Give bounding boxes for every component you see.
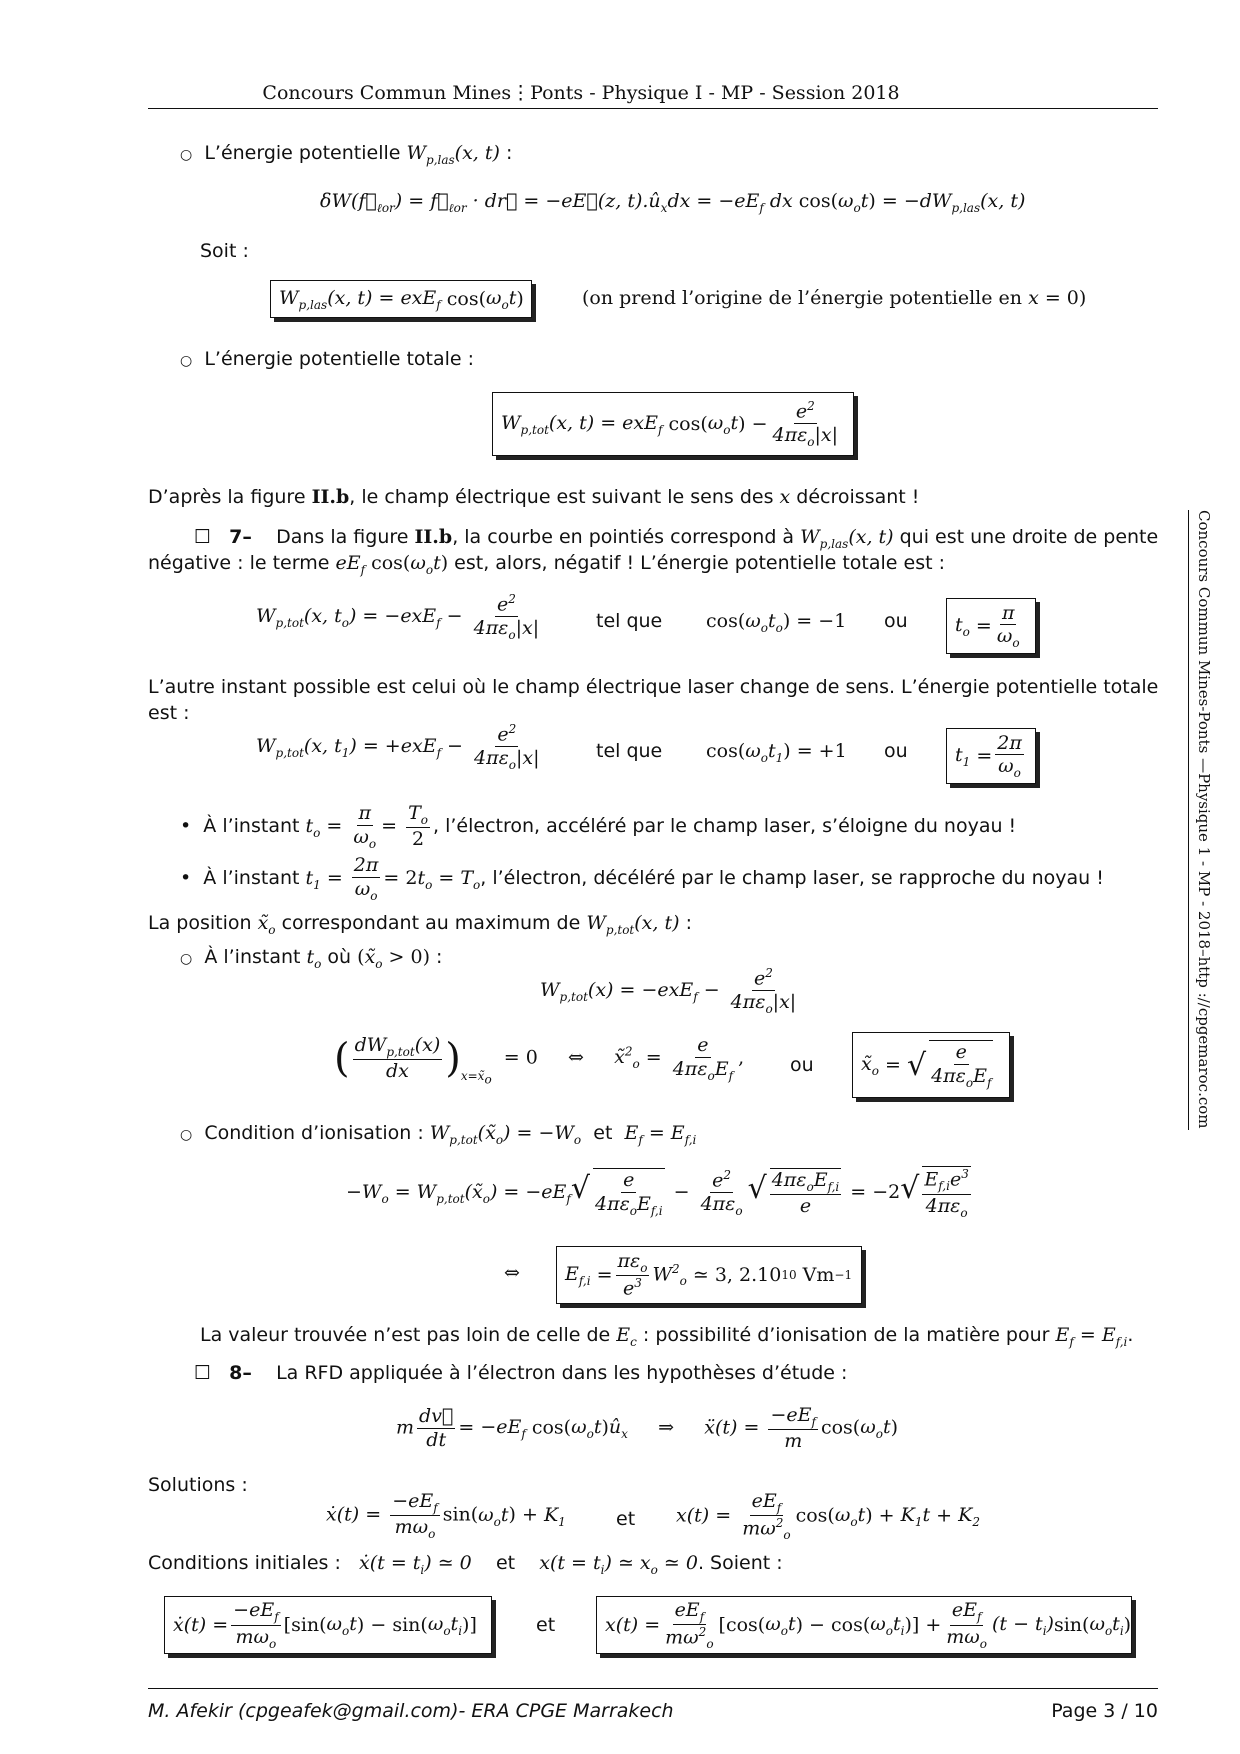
- et-1: et: [616, 1508, 636, 1530]
- ep-laser-result: $W_{p,las}(x$, t) = exE$_f$ cos( $\omega_ot$ ): [270, 280, 532, 318]
- ionisation-condition: ○ Condition d’ionisation : $W_{p,tot}(x̃_o) = -W_o$ et $E_f = E_{f,i}$: [180, 1122, 697, 1147]
- bullet-t1: • À l’instant $t_1$ = $\frac{2\pi}{\omega_o}$ = $2t_o = T_o$, l’électron, décéléré par le champ laser, se rapproche du noyau !: [180, 854, 1104, 903]
- bullet-to: • À l’instant $t_o$ = $\frac{\pi}{\omega_o}$ = $\frac{T_o}{2}$ , l’électron, accéléré par le champ laser, s’éloigne du noyau !: [180, 802, 1017, 851]
- ep-laser-item: ○ L’énergie potentielle $W_{p,las}(x$, t) :: [180, 142, 513, 167]
- ou-2: ou: [884, 740, 908, 762]
- question-8: ☐ 8– La RFD appliquée à l’électron dans les hypothèses d’étude :: [194, 1362, 848, 1384]
- rfd-equation: m $\frac{dv⃗}{dt}$ = $-eE_f$ $\cos(\omega_ot)û_x$ ⇒ ẍ(t) = $\frac{-eE_f}{m}$ $\cos(\omega_ot)$: [396, 1404, 898, 1453]
- ef-result: $E_{f,i}$ = $\frac{\pi\varepsilon_o}{e^3}$ $W^2_o$ ≃ 3, 2.10 10 Vm −1: [556, 1246, 862, 1304]
- ep-total-result: $W_{p,tot}(x$, t) = exE$_f$ cos( $\omega_ot$ ) − $\frac{e^2}{4\pi\varepsilon_o|x|}$: [492, 392, 854, 456]
- page-header: Concours Commun Mines⋮Ponts - Physique I - MP - Session 2018: [262, 82, 900, 104]
- x-tilde-result: $x̃_o$ = √ $\frac{e}{4\pi\varepsilon_oE_f}$: [852, 1032, 1010, 1098]
- tel-que-1: tel que: [596, 610, 663, 632]
- et-2: et: [536, 1614, 556, 1636]
- work-equation: $\delta W(f⃗_{\ell or})$ = $f⃗_{\ell or}$ · dr⃗ = −eE⃗(z, $t).û_xdx = -eE_f$ dx $\cos(\omega_ot) = -dW_{p,las}(x$, t): [320, 190, 1026, 215]
- solutions-label: Solutions :: [148, 1474, 248, 1496]
- ep-total-item: ○ L’énergie potentielle totale :: [180, 348, 475, 370]
- figure-note: D’après la figure II.b, le champ électrique est suivant le sens des x décroissant !: [148, 486, 920, 508]
- to-result: $t_o$ = $\frac{\pi}{\omega_o}$: [946, 598, 1036, 654]
- t1-result: $t_1$ = $\frac{2\pi}{\omega_o}$: [946, 728, 1036, 784]
- footer-rule: [148, 1688, 1158, 1689]
- position-max: La position $x̃_o$ correspondant au maximum de $W_{p,tot}(x$, t) :: [148, 912, 692, 937]
- question-7-line2: négative : le terme $eE_f$ $\cos(\omega_ot)$ est, alors, négatif ! L’énergie potentielle totale est :: [148, 552, 945, 577]
- cos-condition-to: $\cos(\omega_ot_o) = -1$: [706, 610, 847, 635]
- position-solution: x(t) = $\frac{eE_f}{m\omega^2_o}$ $\cos(\omega_ot) + K_1t + K_2$: [676, 1490, 980, 1543]
- tel-que-2: tel que: [596, 740, 663, 762]
- ep-total-to: $W_{p,tot}(x$, $t_o) = -exE_f$ − $\frac{e^2}{4\pi\varepsilon_o|x|}$: [256, 592, 540, 642]
- initial-conditions: Conditions initiales : ẋ(t = $t_i$) ≃ 0 et $x(t = t_i)$ ≃ $x_o$ ≃ 0. Soient :: [148, 1552, 783, 1577]
- ou-1: ou: [884, 610, 908, 632]
- sidebar-note: Concours Commun Mines-Ponts —Physique 1 - MP - 2018–http ://cpgemaroc.com: [1195, 510, 1213, 1129]
- velocity-result: ẋ(t) = $\frac{-eE_f}{m\omega_o}$ [sin( $\omega_ot$ ) − sin( $\omega_ot_i$ )]: [164, 1596, 492, 1654]
- header-rule: [148, 108, 1158, 109]
- ionisation-equation: $-W_o$ = $W_{p,tot}(x̃_o) = -eE_f√$ $\frac{e}{4\pi\varepsilon_oE_{f,i}}$ − $\frac{e^2}{4\pi\varepsilon_o}$ √ $\frac{4\pi\varepsilon_oE_{f,i}}{e}$ = −2√ $\frac{E_{f,i}e^3}{4\pi\varepsilon_o}$: [346, 1167, 969, 1220]
- position-result: x(t) = $\frac{eE_f}{m\omega^2_o}$ [cos( $\omega_ot$ ) − cos( $\omega_ot_i$ )] + $\frac{eE_f}{m\omega_o}$ $(t - t_i)$ sin( $\omega_ot_i$ ): [596, 1596, 1132, 1654]
- footer-page: Page 3 / 10: [1051, 1700, 1158, 1722]
- est-label: est :: [148, 702, 190, 724]
- sidebar-rule: [1188, 510, 1189, 1130]
- ep-total-t1: $W_{p,tot}(x$, $t_1) = +exE_f$ − $\frac{e^2}{4\pi\varepsilon_o|x|}$: [256, 722, 540, 772]
- equiv-symbol: ⇔: [504, 1262, 520, 1284]
- velocity-solution: ẋ(t) = $\frac{-eE_f}{m\omega_o}$ $\sin(\omega_ot) + K_1$: [326, 1490, 566, 1541]
- origin-note: (on prend l’origine de l’énergie potentielle en x = 0): [582, 287, 1087, 309]
- derivative-condition: ( $\frac{dW_{p,tot}(x)}{dx}$ )$_{x=x̃_o} = 0$ ⇔ x̃$^2_o$ = $\frac{e}{4\pi\varepsilon_oE_f}$ ,: [334, 1034, 745, 1087]
- other-instant-text: L’autre instant possible est celui où le champ électrique laser change de sens. L’énergie potentielle totale: [148, 676, 1159, 698]
- value-note: La valeur trouvée n’est pas loin de celle de $E_c$ : possibilité d’ionisation de la matière pour $E_f = E_{f,i}$.: [200, 1324, 1134, 1349]
- ep-total-x: $W_{p,tot}(x) = -exE_f$ − $\frac{e^2}{4\pi\varepsilon_o|x|}$: [540, 966, 797, 1016]
- cos-condition-t1: $\cos(\omega_ot_1) = +1$: [706, 740, 847, 765]
- ou-3: ou: [790, 1054, 814, 1076]
- instant-to-item: ○ À l’instant $t_o$ où $(x̃_o > 0)$ :: [180, 946, 443, 971]
- soit-label: Soit :: [200, 240, 249, 262]
- question-7: ☐ 7– Dans la figure II.b, la courbe en pointiés correspond à $W_{p,las}(x$, t) qui est une droite de pente: [194, 526, 1159, 551]
- footer-author: M. Afekir (cpgeafek@gmail.com)- ERA CPGE Marrakech: [148, 1700, 674, 1722]
